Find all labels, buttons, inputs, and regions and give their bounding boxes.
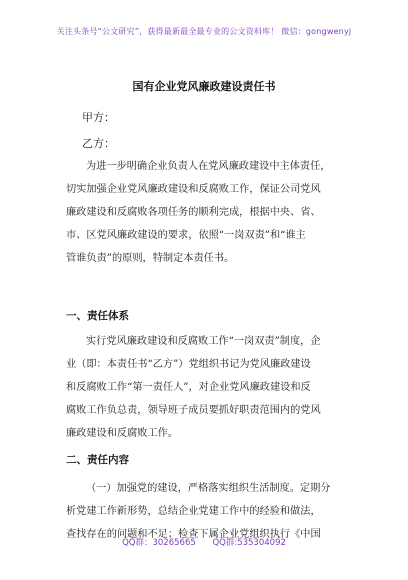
intro-paragraph [66, 155, 352, 270]
party-a-label: 甲方： [82, 111, 115, 124]
section2-line: 析党建工作新形势，总结企业党建工作中的经验和做法， [66, 506, 321, 517]
section2-line: 查找存在的问题和不足；检查下属企业党组织执行《中国 [66, 529, 321, 540]
intro-line: 廉政建设和反腐败各项任务的顺利完成，根据中央、省、 [66, 207, 321, 218]
section1-paragraph [66, 330, 352, 445]
header-banner: 关注头条号“公文研究”，获得最新最全最专业的公文资料库！ 微信：gongwenyj [56, 27, 352, 36]
section-heading-responsibility-system: 一、责任体系 [66, 310, 129, 322]
section1-line: 廉政建设和反腐败工作。 [66, 428, 179, 439]
intro-line: 为进一步明确企业负责人在党风廉政建设中主体责任， [86, 161, 331, 172]
section1-line: 腐败工作负总责，领导班子成员要抓好职责范围内的党风 [66, 405, 321, 416]
document-title: 国有企业党风廉政建设责任书 [132, 80, 276, 93]
intro-line: 管谁负责”的原则，特制定本责任书。 [66, 253, 235, 264]
intro-line: 切实加强企业党风廉政建设和反腐败工作，保证公司党风 [66, 184, 321, 195]
section2-line: （一）加强党的建设，严格落实组织生活制度。定期分 [86, 483, 331, 494]
section-heading-responsibility-content: 二、责任内容 [66, 454, 129, 466]
footer-qq-group-2: QQ群:535304092 [212, 538, 286, 548]
footer-qq-groups [0, 536, 408, 548]
section1-line: 和反腐败工作“第一责任人”，对企业党风廉政建设和反 [66, 382, 311, 393]
footer-qq-group-1: QQ群：30265665 [122, 538, 196, 548]
section1-line: 实行党风廉政建设和反腐败工作“一岗双责”制度，企 [86, 336, 321, 347]
section1-line: 业（即：本责任书“乙方”）党组织书记为党风廉政建设 [66, 359, 311, 370]
intro-line: 市、区党风廉政建设的要求，依照“一岗双责”和“谁主 [66, 230, 306, 241]
party-b-label: 乙方： [82, 137, 115, 150]
